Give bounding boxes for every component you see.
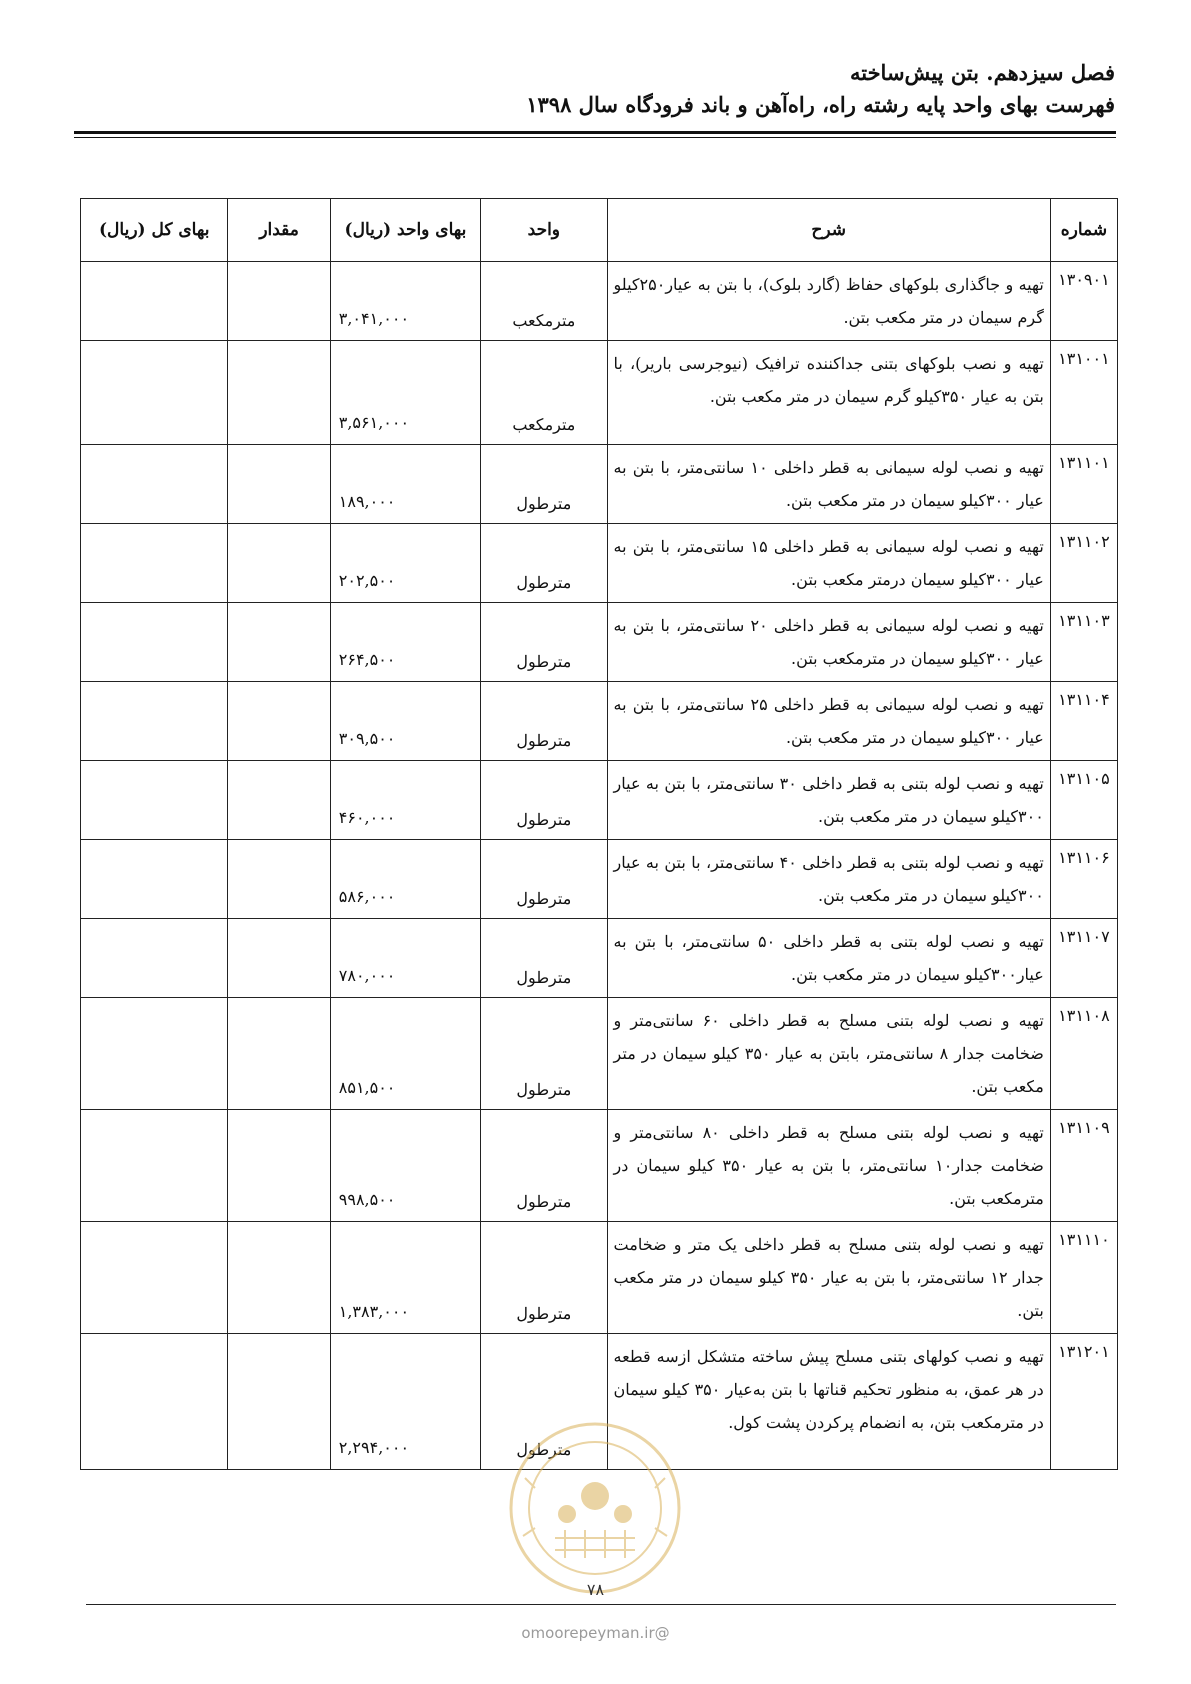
table-row	[81, 1110, 1118, 1222]
item-total-price	[81, 1222, 228, 1334]
item-unit-price: ۷۸۰,۰۰۰	[330, 919, 480, 998]
item-unit-price: ۳,۰۴۱,۰۰۰	[330, 262, 480, 341]
item-unit: مترمکعب	[481, 262, 607, 341]
item-code: ۱۳۱۱۱۰	[1050, 1222, 1117, 1334]
item-total-price	[81, 1334, 228, 1470]
item-unit-price: ۱,۳۸۳,۰۰۰	[330, 1222, 480, 1334]
item-code: ۱۳۱۱۰۵	[1050, 761, 1117, 840]
item-description: تهیه و نصب لوله سیمانی به قطر داخلی ۱۵ سانتی‌متر، با بتن به عیار ۳۰۰کیلو سیمان درمتر مکعب بتن.	[607, 524, 1050, 603]
footer-divider	[86, 1604, 1116, 1605]
price-list-title: فهرست بهای واحد پایه رشته راه، راه‌آهن و باند فرودگاه سال ۱۳۹۸	[526, 92, 1115, 117]
item-total-price	[81, 445, 228, 524]
table-row	[81, 840, 1118, 919]
item-description: تهیه و نصب کولهای بتنی مسلح پیش ساخته متشکل ازسه قطعه در هر عمق، به منظور تحکیم قناتها با بتن به‌عیار ۳۵۰ کیلو سیمان در مترمکعب بتن، به انضمام پرکردن پشت کول.	[607, 1334, 1050, 1470]
item-description: تهیه و نصب لوله بتنی مسلح به قطر داخلی یک متر و ضخامت جدار ۱۲ سانتی‌متر، با بتن به عیار ۳۵۰ کیلو سیمان در متر مکعب بتن.	[607, 1222, 1050, 1334]
item-unit-price: ۲۰۲,۵۰۰	[330, 524, 480, 603]
item-total-price	[81, 1110, 228, 1222]
item-description: تهیه و نصب بلوکهای بتنی جداکننده ترافیک (نیوجرسی باریر)، با بتن به عیار ۳۵۰کیلو گرم سیمان در متر مکعب بتن.	[607, 341, 1050, 445]
chapter-title: فصل سیزدهم. بتن پیش‌ساخته	[849, 60, 1115, 85]
item-code: ۱۳۱۱۰۸	[1050, 998, 1117, 1110]
column-header-unit: واحد	[481, 199, 607, 262]
page-number: ۷۸	[586, 1580, 605, 1599]
item-description: تهیه و نصب لوله بتنی به قطر داخلی ۳۰ سانتی‌متر، با بتن به عیار ۳۰۰کیلو سیمان در متر مکعب بتن.	[607, 761, 1050, 840]
item-quantity	[228, 341, 330, 445]
item-code: ۱۳۱۱۰۷	[1050, 919, 1117, 998]
item-quantity	[228, 445, 330, 524]
website-watermark: @omoorepeyman.ir	[521, 1624, 670, 1642]
table-row	[81, 761, 1118, 840]
item-unit-price: ۵۸۶,۰۰۰	[330, 840, 480, 919]
item-code: ۱۳۱۱۰۶	[1050, 840, 1117, 919]
item-unit: مترطول	[481, 761, 607, 840]
item-code: ۱۳۱۱۰۱	[1050, 445, 1117, 524]
item-quantity	[228, 761, 330, 840]
item-total-price	[81, 603, 228, 682]
table-row	[81, 1222, 1118, 1334]
item-unit: مترطول	[481, 919, 607, 998]
item-quantity	[228, 840, 330, 919]
item-quantity	[228, 603, 330, 682]
item-total-price	[81, 761, 228, 840]
price-table	[80, 198, 1118, 1470]
table-header-row	[81, 199, 1118, 262]
item-description: تهیه و نصب لوله بتنی به قطر داخلی ۵۰ سانتی‌متر، با بتن به عیار۳۰۰کیلو سیمان در متر مکعب بتن.	[607, 919, 1050, 998]
column-header-quantity: مقدار	[228, 199, 330, 262]
item-total-price	[81, 919, 228, 998]
header-divider-thin	[74, 137, 1116, 138]
table-row	[81, 682, 1118, 761]
watermark-seal-icon	[505, 1418, 685, 1598]
item-unit: مترمکعب	[481, 341, 607, 445]
column-header-unit-price: بهای واحد (ریال)	[330, 199, 480, 262]
item-unit: مترطول	[481, 998, 607, 1110]
item-unit-price: ۳۰۹,۵۰۰	[330, 682, 480, 761]
item-code: ۱۳۱۱۰۳	[1050, 603, 1117, 682]
item-unit: مترطول	[481, 1334, 607, 1470]
item-unit-price: ۲,۲۹۴,۰۰۰	[330, 1334, 480, 1470]
item-quantity	[228, 262, 330, 341]
item-code: ۱۳۰۹۰۱	[1050, 262, 1117, 341]
item-quantity	[228, 1334, 330, 1470]
item-description: تهیه و نصب لوله بتنی مسلح به قطر داخلی ۶۰ سانتی‌متر و ضخامت جدار ۸ سانتی‌متر، بابتن به عیار ۳۵۰ کیلو سیمان در متر مکعب بتن.	[607, 998, 1050, 1110]
item-unit: مترطول	[481, 1110, 607, 1222]
column-header-total-price: بهای کل (ریال)	[81, 199, 228, 262]
table-row	[81, 919, 1118, 998]
item-unit-price: ۲۶۴,۵۰۰	[330, 603, 480, 682]
item-unit-price: ۹۹۸,۵۰۰	[330, 1110, 480, 1222]
item-unit: مترطول	[481, 1222, 607, 1334]
item-unit: مترطول	[481, 603, 607, 682]
column-header-code: شماره	[1050, 199, 1117, 262]
item-unit-price: ۳,۵۶۱,۰۰۰	[330, 341, 480, 445]
item-description: تهیه و نصب لوله سیمانی به قطر داخلی ۲۰ سانتی‌متر، با بتن به عیار ۳۰۰کیلو سیمان در مترمکعب بتن.	[607, 603, 1050, 682]
item-description: تهیه و نصب لوله سیمانی به قطر داخلی ۱۰ سانتی‌متر، با بتن به عیار ۳۰۰کیلو سیمان در متر مکعب بتن.	[607, 445, 1050, 524]
item-code: ۱۳۱۲۰۱	[1050, 1334, 1117, 1470]
item-code: ۱۳۱۰۰۱	[1050, 341, 1117, 445]
item-total-price	[81, 682, 228, 761]
item-unit: مترطول	[481, 445, 607, 524]
item-unit-price: ۱۸۹,۰۰۰	[330, 445, 480, 524]
item-description: تهیه و نصب لوله بتنی مسلح به قطر داخلی ۸۰ سانتی‌متر و ضخامت جدار۱۰ سانتی‌متر، با بتن به عیار ۳۵۰ کیلو سیمان در مترمکعب بتن.	[607, 1110, 1050, 1222]
item-quantity	[228, 682, 330, 761]
table-row	[81, 603, 1118, 682]
item-code: ۱۳۱۱۰۲	[1050, 524, 1117, 603]
item-quantity	[228, 998, 330, 1110]
item-quantity	[228, 919, 330, 998]
item-code: ۱۳۱۱۰۴	[1050, 682, 1117, 761]
table-row	[81, 445, 1118, 524]
item-unit: مترطول	[481, 524, 607, 603]
header-divider-thick	[74, 131, 1116, 134]
item-unit-price: ۸۵۱,۵۰۰	[330, 998, 480, 1110]
item-description: تهیه و جاگذاری بلوکهای حفاظ (گارد بلوک)، با بتن به عیار۲۵۰کیلو گرم سیمان در متر مکعب بتن.	[607, 262, 1050, 341]
item-total-price	[81, 998, 228, 1110]
table-body	[81, 262, 1118, 1470]
item-unit: مترطول	[481, 840, 607, 919]
table-row	[81, 998, 1118, 1110]
table-row	[81, 341, 1118, 445]
table-row	[81, 262, 1118, 341]
item-quantity	[228, 524, 330, 603]
table-row	[81, 524, 1118, 603]
item-total-price	[81, 524, 228, 603]
item-total-price	[81, 840, 228, 919]
item-quantity	[228, 1222, 330, 1334]
item-total-price	[81, 341, 228, 445]
item-description: تهیه و نصب لوله بتنی به قطر داخلی ۴۰ سانتی‌متر، با بتن به عیار ۳۰۰کیلو سیمان در متر مکعب بتن.	[607, 840, 1050, 919]
column-header-description: شرح	[607, 199, 1050, 262]
item-unit-price: ۴۶۰,۰۰۰	[330, 761, 480, 840]
item-description: تهیه و نصب لوله سیمانی به قطر داخلی ۲۵ سانتی‌متر، با بتن به عیار ۳۰۰کیلو سیمان در متر مکعب بتن.	[607, 682, 1050, 761]
item-total-price	[81, 262, 228, 341]
item-quantity	[228, 1110, 330, 1222]
item-code: ۱۳۱۱۰۹	[1050, 1110, 1117, 1222]
item-unit: مترطول	[481, 682, 607, 761]
page-header	[75, 58, 1115, 120]
